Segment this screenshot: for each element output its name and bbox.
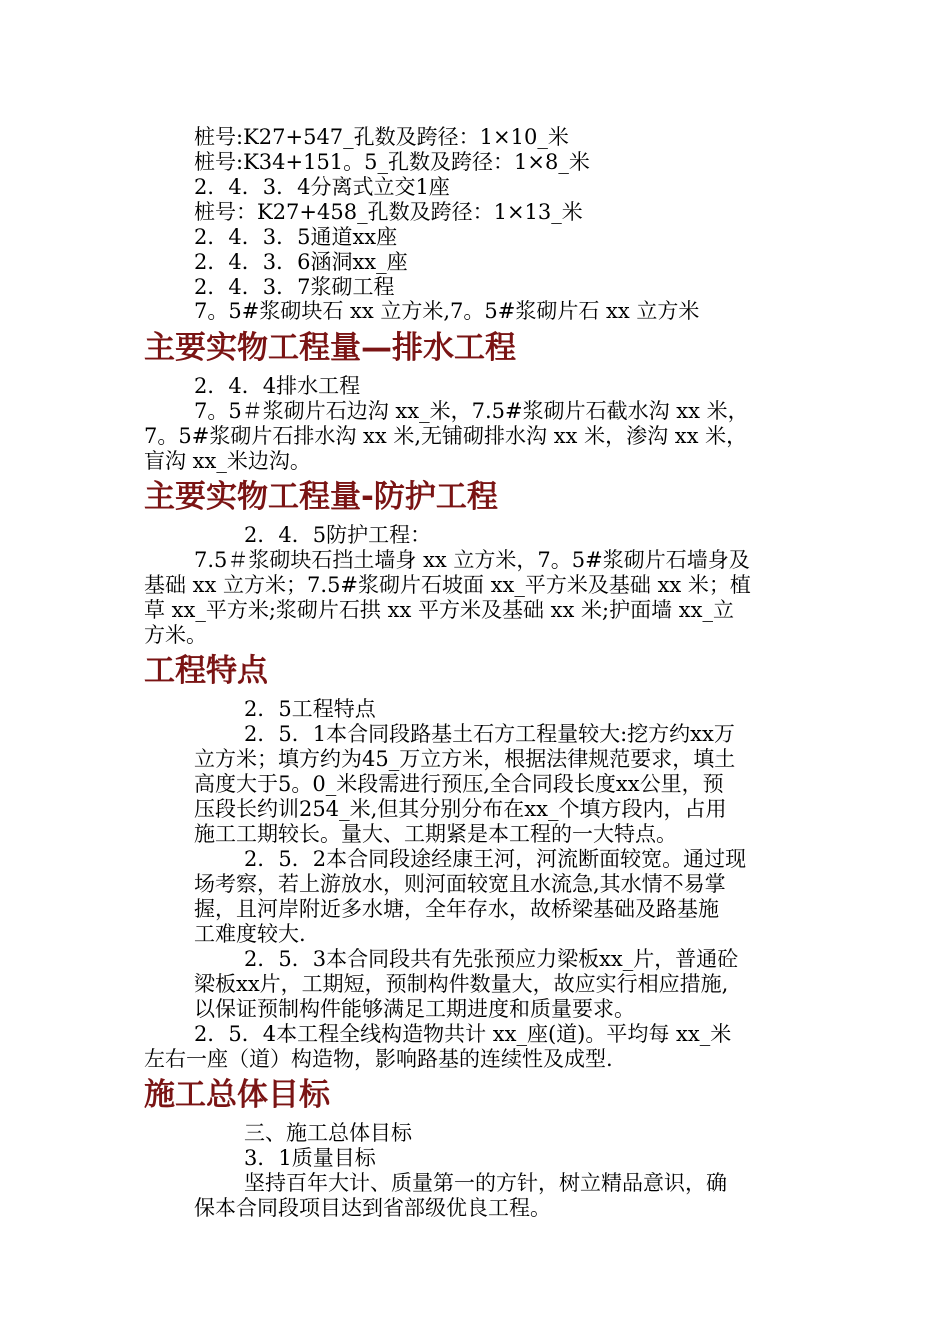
protection-line-4: 草 xx_平方米;浆砌片石拱 xx 平方米及基础 xx 米;护面墙 xx_立	[144, 598, 734, 622]
features-line-12: 梁板xx片，工期短，预制构件数量大，故应实行相应措施,	[194, 972, 729, 996]
protection-line-1: 2．4．5防护工程：	[244, 523, 432, 547]
features-line-6: 施工工期较长。量大、工期紧是本工程的一大特点。	[194, 822, 677, 846]
pile-line-3: 桩号：K27+458_孔数及跨径：1×13_米	[194, 200, 583, 224]
masonry-line: 7。5#浆砌块石 xx 立方米,7。5#浆砌片石 xx 立方米	[194, 299, 700, 323]
drainage-line-4: 盲沟 xx_米边沟。	[144, 449, 311, 473]
features-line-11: 2．5．3本合同段共有先张预应力梁板xx_片，普通砼	[244, 947, 739, 971]
pile-line-1: 桩号:K27+547_孔数及跨径：1×10_米	[194, 125, 569, 149]
features-line-2: 2．5．1本合同段路基土石方工程量较大:挖方约xx万	[244, 722, 735, 746]
features-line-4: 高度大于5。0_米段需进行预压,全合同段长度xx公里，预	[194, 772, 724, 796]
protection-line-3: 基础 xx 立方米；7.5#浆砌片石坡面 xx_平方米及基础 xx 米；植	[144, 573, 751, 597]
features-line-14: 2．5．4本工程全线构造物共计 xx_座(道)。平均每 xx_米	[194, 1022, 732, 1046]
protection-line-2: 7.5＃浆砌块石挡土墙身 xx 立方米，7。5#浆砌片石墙身及	[194, 548, 750, 572]
features-line-7: 2．5．2本合同段途经康王河，河流断面较宽。通过现	[244, 847, 747, 871]
section-2435: 2．4．3．5通道xx座	[194, 225, 398, 249]
features-line-9: 握，且河岸附近多水塘，全年存水，故桥梁基础及路基施	[194, 897, 719, 921]
goals-line-4: 保本合同段项目达到省部级优良工程。	[194, 1196, 551, 1220]
protection-line-5: 方米。	[144, 623, 207, 647]
features-line-5: 压段长约训254_米,但其分别分布在xx_个填方段内，占用	[194, 797, 727, 821]
section-2436: 2．4．3．6涵洞xx_座	[194, 250, 408, 274]
features-line-13: 以保证预制构件能够满足工期进度和质量要求。	[194, 997, 635, 1021]
features-line-3: 立方米；填方约为45_万立方米，根据法律规范要求，填土	[194, 747, 736, 771]
drainage-line-1: 2．4．4排水工程	[194, 374, 361, 398]
heading-features: 工程特点	[144, 653, 268, 689]
pile-line-2: 桩号:K34+151。5_孔数及跨径：1×8_米	[194, 150, 590, 174]
heading-goals: 施工总体目标	[144, 1077, 330, 1113]
section-2437: 2．4．3．7浆砌工程	[194, 275, 395, 299]
goals-line-3: 坚持百年大计、质量第一的方针，树立精品意识，确	[244, 1171, 727, 1195]
drainage-line-2: 7。5＃浆砌片石边沟 xx_米，7.5#浆砌片石截水沟 xx 米，	[194, 399, 749, 423]
features-line-8: 场考察，若上游放水，则河面较宽且水流急,其水情不易掌	[194, 872, 726, 896]
goals-line-1: 三、施工总体目标	[244, 1121, 412, 1145]
heading-protection: 主要实物工程量-防护工程	[144, 479, 498, 515]
features-line-15: 左右一座（道）构造物，影响路基的连续性及成型.	[144, 1047, 613, 1071]
features-line-10: 工难度较大.	[194, 922, 306, 946]
goals-line-2: 3．1质量目标	[244, 1146, 376, 1170]
features-line-1: 2．5工程特点	[244, 697, 376, 721]
heading-drainage: 主要实物工程量—排水工程	[144, 330, 516, 366]
drainage-line-3: 7。5#浆砌片石排水沟 xx 米,无铺砌排水沟 xx 米，渗沟 xx 米，	[144, 424, 748, 448]
section-2433-4: 2．4．3．4分离式立交1座	[194, 175, 450, 199]
